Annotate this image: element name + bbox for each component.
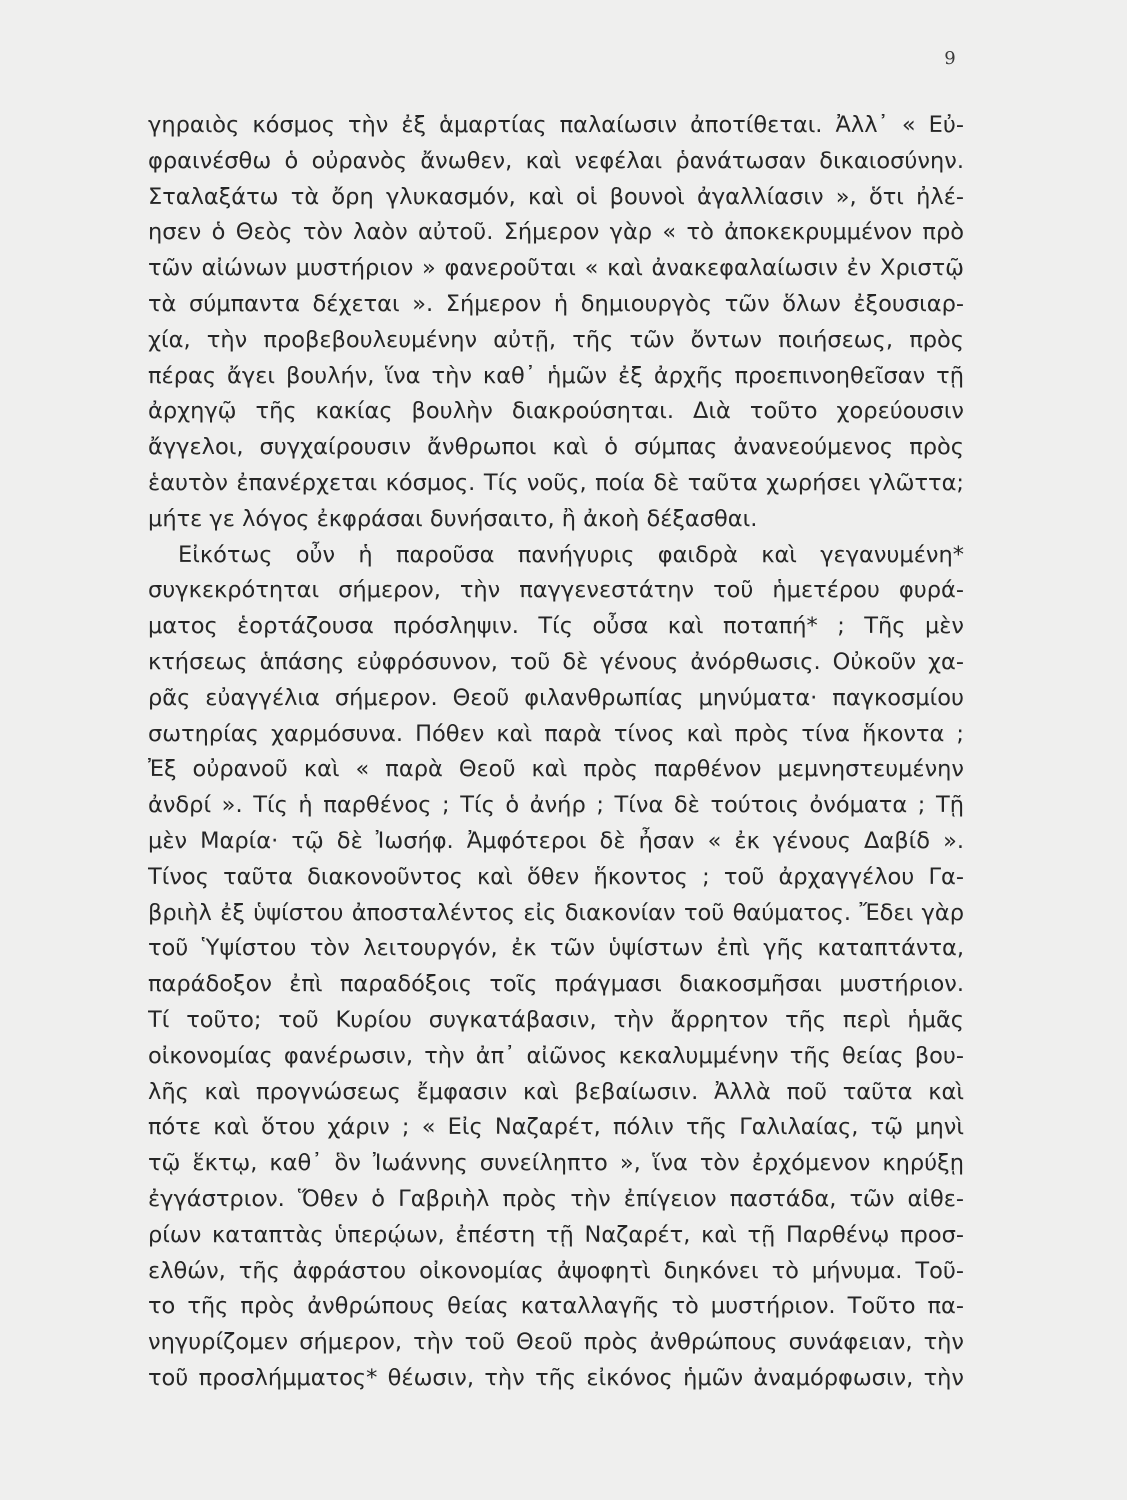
- paragraph-end-line: μήτε γε λόγος ἐκφράσαι δυνήσαιτο, ἢ ἀκοὴ δέξασθαι.: [148, 505, 758, 532]
- text-line: χία, τὴν προβεβουλευμένην αὐτῇ, τῆς τῶν ὄντων ποιήσεως, πρὸς: [148, 326, 964, 353]
- text-line: κτήσεως ἁπάσης εὐφρόσυνον, τοῦ δὲ γένους ἀνόρθωσις. Οὐκοῦν χα-: [148, 648, 964, 675]
- text-line: ελθών, τῆς ἀφράστου οἰκονομίας ἀψοφητὶ διηκόνει τὸ μήνυμα. Τοῦ-: [148, 1257, 964, 1284]
- text-line: τὰ σύμπαντα δέχεται ». Σήμερον ἡ δημιουργὸς τῶν ὅλων ἐξουσιαρ-: [148, 290, 964, 317]
- text-line: ρίων καταπτὰς ὑπερῴων, ἐπέστη τῇ Ναζαρέτ, καὶ τῇ Παρθένῳ προσ-: [148, 1221, 964, 1248]
- text-line: ἐγγάστριον. Ὅθεν ὁ Γαβριὴλ πρὸς τὴν ἐπίγειον παστάδα, τῶν αἰθε-: [148, 1185, 964, 1212]
- text-line: βριὴλ ἐξ ὑψίστου ἀποσταλέντος εἰς διακονίαν τοῦ θαύματος. Ἔδει γὰρ: [148, 899, 964, 926]
- text-line: τοῦ προσλήμματος* θέωσιν, τὴν τῆς εἰκόνος ἡμῶν ἀναμόρφωσιν, τὴν: [148, 1364, 964, 1391]
- text-line: τοῦ Ὑψίστου τὸν λειτουργόν, ἐκ τῶν ὑψίστων ἐπὶ γῆς καταπτάντα,: [148, 935, 964, 962]
- text-line: μὲν Μαρία· τῷ δὲ Ἰωσήφ. Ἀμφότεροι δὲ ἦσαν « ἐκ γένους Δαβίδ ».: [148, 827, 964, 854]
- text-line: οἰκονομίας φανέρωσιν, τὴν ἀπ᾽ αἰῶνος κεκαλυμμένην τῆς θείας βου-: [148, 1042, 964, 1069]
- text-line: Τίνος ταῦτα διακονοῦντος καὶ ὅθεν ἥκοντος ; τοῦ ἀρχαγγέλου Γα-: [148, 863, 964, 890]
- text-line: ἀνδρί ». Τίς ἡ παρθένος ; Τίς ὁ ἀνήρ ; Τίνα δὲ τούτοις ὀνόματα ; Τῇ: [148, 792, 964, 819]
- text-line: γηραιὸς κόσμος τὴν ἐξ ἁμαρτίας παλαίωσιν ἀποτίθεται. Ἀλλ᾽ « Εὐ-: [148, 112, 964, 138]
- text-line: Τί τοῦτο; τοῦ Κυρίου συγκατάβασιν, τὴν ἄρρητον τῆς περὶ ἡμᾶς: [148, 1006, 964, 1033]
- text-line: πότε καὶ ὅτου χάριν ; « Εἰς Ναζαρέτ, πόλιν τῆς Γαλιλαίας, τῷ μηνὶ: [148, 1114, 964, 1141]
- text-line: το τῆς πρὸς ἀνθρώπους θείας καταλλαγῆς τὸ μυστήριον. Τοῦτο πα-: [148, 1293, 964, 1320]
- text-line: ησεν ὁ Θεὸς τὸν λαὸν αὐτοῦ. Σήμερον γὰρ « τὸ ἀποκεκρυμμένον πρὸ: [148, 219, 964, 246]
- text-line: πέρας ἄγει βουλήν, ἵνα τὴν καθ᾽ ἡμῶν ἐξ ἀρχῆς προεπινοηθεῖσαν τῇ: [148, 362, 964, 389]
- text-line: λῆς καὶ προγνώσεως ἔμφασιν καὶ βεβαίωσιν. Ἀλλὰ ποῦ ταῦτα καὶ: [148, 1078, 964, 1105]
- text-line: τῷ ἕκτῳ, καθ᾽ ὃν Ἰωάννης συνείληπτο », ἵνα τὸν ἐρχόμενον κηρύξῃ: [148, 1150, 964, 1177]
- paragraph-start-line: Εἰκότως οὖν ἡ παροῦσα πανήγυρις φαιδρὰ καὶ γεγανυμένη*: [178, 541, 964, 568]
- text-line: Ἐξ οὐρανοῦ καὶ « παρὰ Θεοῦ καὶ πρὸς παρθένον μεμνηστευμένην: [148, 756, 964, 783]
- text-line: σωτηρίας χαρμόσυνα. Πόθεν καὶ παρὰ τίνος καὶ πρὸς τίνα ἥκοντα ;: [148, 720, 964, 747]
- page-number: 9: [944, 48, 956, 69]
- text-line: τῶν αἰώνων μυστήριον » φανεροῦται « καὶ ἀνακεφαλαίωσιν ἐν Χριστῷ: [148, 255, 964, 282]
- text-line: ματος ἑορτάζουσα πρόσληψιν. Τίς οὖσα καὶ ποταπή* ; Τῆς μὲν: [148, 613, 964, 640]
- text-line: ἄγγελοι, συγχαίρουσιν ἄνθρωποι καὶ ὁ σύμπας ἀνανεούμενος πρὸς: [148, 434, 964, 461]
- text-line: ἀρχηγῷ τῆς κακίας βουλὴν διακρούσηται. Διὰ τοῦτο χορεύουσιν: [148, 398, 964, 425]
- text-line: Σταλαξάτω τὰ ὄρη γλυκασμόν, καὶ οἱ βουνοὶ ἀγαλλίασιν », ὅτι ἠλέ-: [148, 183, 964, 210]
- text-line: ἑαυτὸν ἐπανέρχεται κόσμος. Τίς νοῦς, ποία δὲ ταῦτα χωρήσει γλῶττα;: [148, 469, 964, 496]
- text-line: νηγυρίζομεν σήμερον, τὴν τοῦ Θεοῦ πρὸς ἀνθρώπους συνάφειαν, τὴν: [148, 1329, 964, 1356]
- text-line: παράδοξον ἐπὶ παραδόξοις τοῖς πράγμασι διακοσμῆσαι μυστήριον.: [148, 971, 964, 998]
- text-line: ρᾶς εὐαγγέλια σήμερον. Θεοῦ φιλανθρωπίας μηνύματα· παγκοσμίου: [148, 684, 964, 711]
- text-line: φραινέσθω ὁ οὐρανὸς ἄνωθεν, καὶ νεφέλαι ῥανάτωσαν δικαιοσύνην.: [148, 147, 964, 174]
- text-line: συγκεκρότηται σήμερον, τὴν παγγενεστάτην τοῦ ἡμετέρου φυρά-: [148, 577, 964, 604]
- body-text: [148, 108, 964, 1397]
